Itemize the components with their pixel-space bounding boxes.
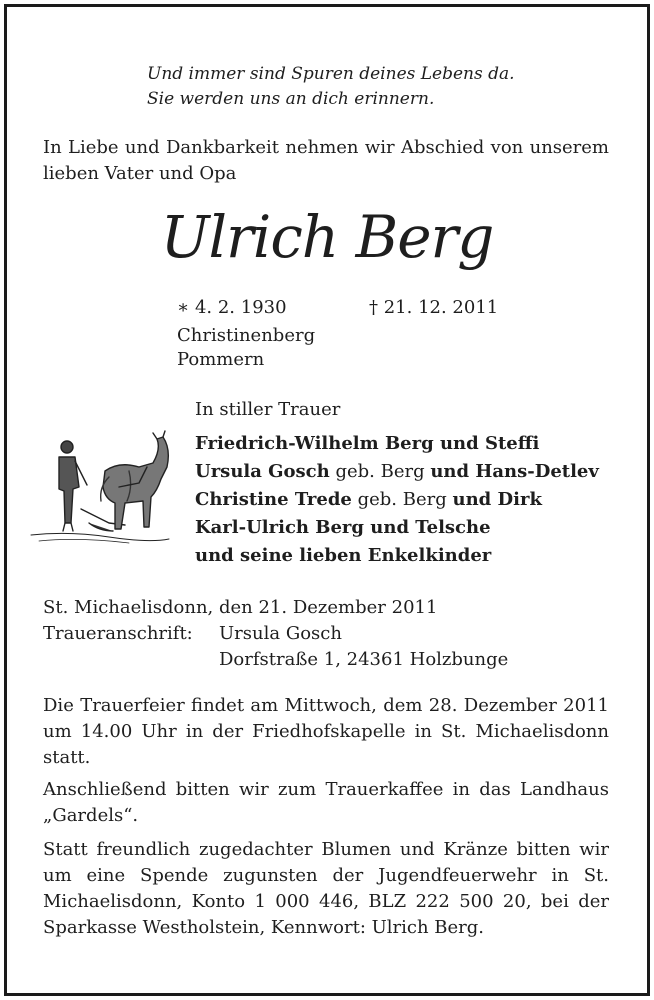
- quote-line-1: Und immer sind Spuren deines Lebens da.: [147, 64, 515, 84]
- family-member-row: [195, 542, 599, 570]
- birth-place-line-2: Pommern: [177, 349, 265, 370]
- ceremony-text: Die Trauerfeier findet am Mittwoch, dem 28. Dezember 2011 um 14.00 Uhr in der Friedhofskapelle in St. Michaelisdonn statt.: [43, 695, 609, 768]
- family-member-row: [195, 514, 599, 542]
- address-name: Ursula Gosch: [219, 623, 342, 644]
- farmer-horse-illustration: [29, 427, 179, 555]
- donation-text: Statt freundlich zugedachter Blumen und Kränze bitten wir um eine Spende zugunsten der Jugendfeuerwehr in St. Michaelisdonn, Konto 1 000 446, BLZ 222 500 20, bei der Sparkasse Westholstein, Kennwort: Ulrich Berg.: [43, 839, 609, 938]
- family-name-text: und Dirk: [452, 489, 542, 510]
- mourning-label: In stiller Trauer: [195, 399, 341, 420]
- obituary-notice: [4, 4, 650, 996]
- family-name-text: und seine lieben Enkelkinder: [195, 545, 492, 566]
- death-date: † 21. 12. 2011: [369, 297, 499, 318]
- intro-text: In Liebe und Dankbarkeit nehmen wir Abschied von unserem lieben Vater und Opa: [43, 137, 609, 184]
- coffee-text: Anschließend bitten wir zum Trauerkaffee in das Landhaus „Gardels“.: [43, 779, 609, 826]
- family-name-text: Christine Trede: [195, 489, 352, 510]
- family-list: [195, 430, 599, 570]
- family-member-row: [195, 430, 599, 458]
- birth-place-line-1: Christinenberg: [177, 325, 316, 346]
- family-name-text: Karl-Ulrich Berg und Telsche: [195, 517, 491, 538]
- address-street: Dorfstraße 1, 24361 Holzbunge: [219, 649, 509, 670]
- maiden-name-text: geb. Berg: [329, 461, 431, 482]
- maiden-name-text: geb. Berg: [351, 489, 453, 510]
- deceased-name: Ulrich Berg: [160, 203, 494, 271]
- quote: [147, 62, 515, 112]
- family-name-text: Friedrich-Wilhelm Berg und Steffi: [195, 433, 540, 454]
- place-date: St. Michaelisdonn, den 21. Dezember 2011: [43, 597, 438, 618]
- address-label: Traueranschrift:: [43, 623, 193, 644]
- quote-line-2: Sie werden uns an dich erinnern.: [147, 89, 435, 109]
- family-member-row: [195, 486, 599, 514]
- birth-date: ∗ 4. 2. 1930: [177, 297, 287, 318]
- family-name-text: und Hans-Detlev: [430, 461, 599, 482]
- family-member-row: [195, 458, 599, 486]
- family-name-text: Ursula Gosch: [195, 461, 330, 482]
